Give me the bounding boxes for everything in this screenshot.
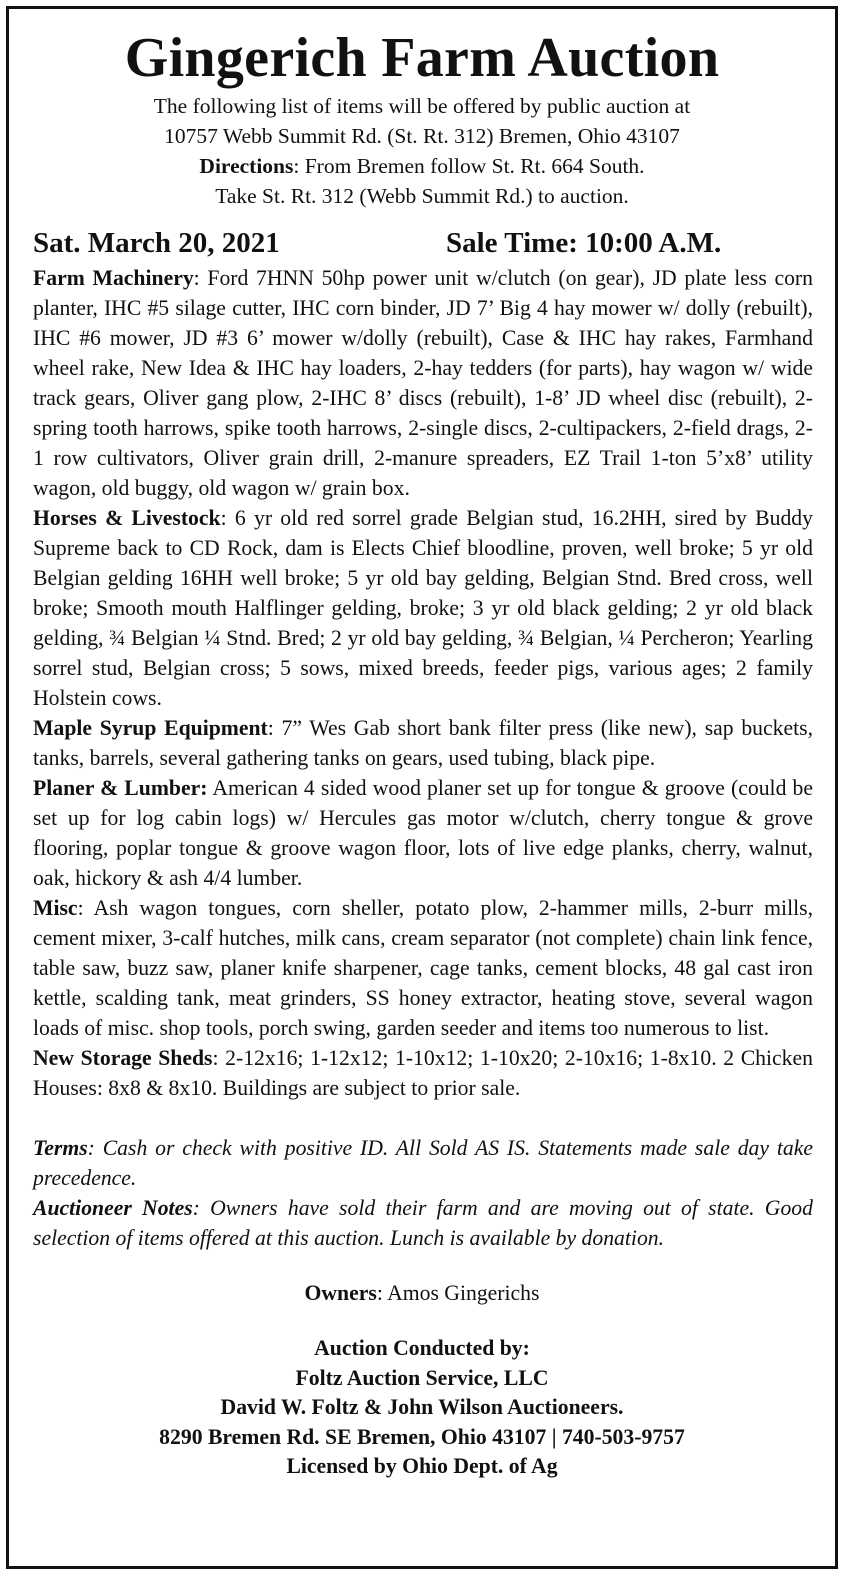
directions-label: Directions <box>199 154 294 178</box>
section-text: : Ash wagon tongues, corn sheller, potato plow, 2-hammer mills, 2-burr mills, cement mixer, 3-calf hutches, milk cans, cream separator (not complete) chain link fence, table saw, buzz saw, planer knife sharpener, cage tanks, cement blocks, 48 gal cast iron kettle, scalding tank, meat grinders, SS honey extractor, heating stove, several wagon loads of misc. shop tools, porch swing, garden seeder and items too numerous to list. <box>33 896 813 1040</box>
section-farm-machinery <box>33 263 813 503</box>
auctioneer-notes <box>33 1193 813 1253</box>
intro-block <box>9 91 835 211</box>
section-heading: Horses & Livestock <box>33 506 221 530</box>
owners-line <box>9 1281 835 1306</box>
terms-block <box>33 1133 813 1253</box>
notes-heading: Auctioneer Notes <box>33 1196 193 1220</box>
section-storage-sheds <box>33 1043 813 1103</box>
conducted-line-4: 8290 Bremen Rd. SE Bremen, Ohio 43107 | 740-503-9757 <box>159 1424 685 1449</box>
auction-ad <box>6 6 838 1569</box>
section-misc <box>33 893 813 1043</box>
intro-line-4: Take St. Rt. 312 (Webb Summit Rd.) to auction. <box>215 184 629 208</box>
directions-text: : From Bremen follow St. Rt. 664 South. <box>293 154 645 178</box>
section-text: : 7” Wes Gab short bank filter press (like new), sap buckets, tanks, barrels, several gathering tanks on gears, used tubing, black pipe. <box>33 716 813 770</box>
owners-label: Owners <box>304 1281 377 1305</box>
sale-date: Sat. March 20, 2021 <box>33 227 280 259</box>
owners-text: : Amos Gingerichs <box>376 1281 540 1305</box>
date-row <box>9 225 835 263</box>
intro-directions <box>9 151 835 181</box>
ad-body <box>9 263 835 1253</box>
terms-heading: Terms <box>33 1136 88 1160</box>
intro-line-1: The following list of items will be offered by public auction at <box>153 94 691 118</box>
section-heading: Farm Machinery <box>33 266 194 290</box>
section-horses-livestock <box>33 503 813 713</box>
intro-address: 10757 Webb Summit Rd. (St. Rt. 312) Bremen, Ohio 43107 <box>164 124 680 148</box>
terms <box>33 1133 813 1193</box>
section-text: American 4 sided wood planer set up for tongue & groove (could be set up for log cabin logs) w/ Hercules gas motor w/clutch, cherry tongue & grove flooring, poplar tongue & groove wagon floor, lots of live edge planks, cherry, walnut, oak, hickory & ash 4/4 lumber. <box>33 776 813 890</box>
section-text: : 2-12x16; 1-12x12; 1-10x12; 1-10x20; 2-10x16; 1-8x10. 2 Chicken Houses: 8x8 & 8x10. Buildings are subject to prior sale. <box>33 1046 813 1100</box>
conducted-line-1: Auction Conducted by: <box>314 1336 530 1360</box>
section-heading: Planer & Lumber: <box>33 776 208 800</box>
notes-text: : Owners have sold their farm and are moving out of state. Good selection of items offered at this auction. Lunch is available by donation. <box>33 1196 813 1250</box>
section-heading: New Storage Sheds <box>33 1046 213 1070</box>
section-maple-syrup <box>33 713 813 773</box>
section-text: : 6 yr old red sorrel grade Belgian stud, 16.2HH, sired by Buddy Supreme back to CD Rock, dam is Elects Chief bloodline, proven, well broke; 5 yr old Belgian gelding 16HH well broke; 5 yr old bay gelding, Belgian Stnd. Bred cross, well broke; Smooth mouth Halflinger gelding, broke; 3 yr old black gelding; 2 yr old black gelding, ¾ Belgian ¼ Stnd. Bred; 2 yr old bay gelding, ¾ Belgian, ¼ Percheron; Yearling sorrel stud, Belgian cross; 5 sows, mixed breeds, feeder pigs, various ages; 2 family Holstein cows. <box>33 506 813 710</box>
section-planer-lumber <box>33 773 813 893</box>
conducted-block <box>9 1334 835 1482</box>
sale-time: Sale Time: 10:00 A.M. <box>446 227 722 259</box>
terms-text: : Cash or check with positive ID. All Sold AS IS. Statements made sale day take precedence. <box>33 1136 813 1190</box>
conducted-line-3: David W. Foltz & John Wilson Auctioneers. <box>220 1395 624 1419</box>
section-text: : Ford 7HNN 50hp power unit w/clutch (on gear), JD plate less corn planter, IHC #5 silage cutter, IHC corn binder, JD 7’ Big 4 hay mower w/ dolly (rebuilt), IHC #6 mower, JD #3 6’ mower w/dolly (rebuilt), Case & IHC hay rakes, Farmhand wheel rake, New Idea & IHC hay loaders, 2-hay tedders (for parts), hay wagon w/ wide track gears, Oliver gang plow, 2-IHC 8’ discs (rebuilt), 1-8’ JD wheel disc (rebuilt), 2-spring tooth harrows, spike tooth harrows, 2-single discs, 2-cultipackers, 2-field drags, 2- 1 row cultivators, Oliver grain drill, 2-manure spreaders, EZ Trail 1-ton 5’x8’ utility wagon, old buggy, old wagon w/ grain box. <box>33 266 813 500</box>
conducted-line-5: Licensed by Ohio Dept. of Ag <box>286 1454 558 1478</box>
ad-title: Gingerich Farm Auction <box>124 27 720 89</box>
conducted-line-2: Foltz Auction Service, LLC <box>295 1365 549 1390</box>
section-heading: Maple Syrup Equipment <box>33 716 268 740</box>
section-heading: Misc <box>33 896 78 920</box>
